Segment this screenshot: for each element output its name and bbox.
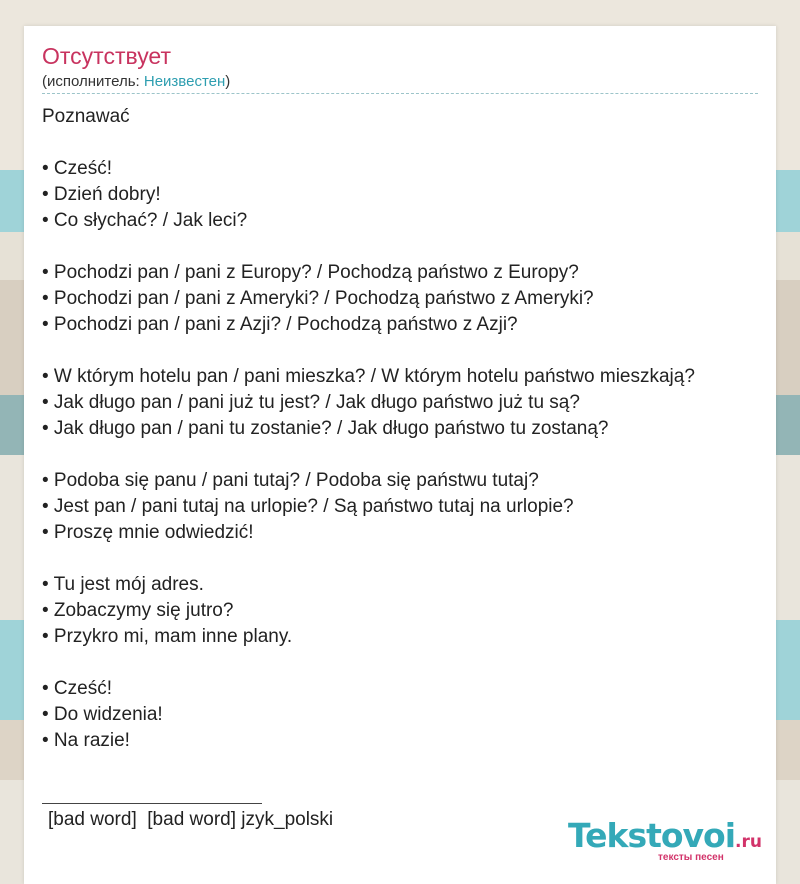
lyrics-line	[42, 338, 762, 364]
lyrics-line	[42, 234, 762, 260]
lyrics-line	[42, 442, 762, 468]
lyrics-line: • Proszę mnie odwiedzić!	[42, 522, 254, 543]
artist-suffix: )	[225, 73, 231, 90]
lyrics-line: • Jak długo pan / pani już tu jest? / Jak długo państwo już tu są?	[42, 392, 580, 413]
lyrics-line: • Pochodzi pan / pani z Ameryki? / Pochodzą państwo z Ameryki?	[42, 288, 594, 309]
lyrics-line	[42, 130, 762, 156]
lyrics-line: • Pochodzi pan / pani z Europy? / Pochodzą państwo z Europy?	[42, 262, 579, 283]
lyrics-line: • Cześć!	[42, 678, 112, 699]
lyrics-line: • Podoba się panu / pani tutaj? / Podoba się państwu tutaj?	[42, 470, 539, 491]
artist-line	[42, 73, 230, 91]
lyrics-line	[42, 546, 762, 572]
site-logo[interactable]	[568, 818, 778, 862]
lyrics-line: • Cześć!	[42, 158, 112, 179]
lyrics-line: • Do widzenia!	[42, 704, 163, 725]
lyrics-line: • Tu jest mój adres.	[42, 574, 204, 595]
lyrics-line: • Jak długo pan / pani tu zostanie? / Jak długo państwo tu zostaną?	[42, 418, 609, 439]
tags-line: [bad word] [bad word] jzyk_polski	[48, 809, 334, 830]
artist-prefix: (исполнитель:	[42, 73, 144, 90]
logo-name: Tekstovoi	[568, 816, 736, 855]
artist-link[interactable]: Неизвестен	[143, 73, 226, 90]
lyrics-card	[24, 26, 776, 884]
footer-rule	[42, 803, 262, 804]
lyrics-line: • Zobaczymy się jutro?	[42, 600, 234, 621]
song-title: Отсутствует	[42, 43, 171, 69]
lyrics-line: • Pochodzi pan / pani z Azji? / Pochodzą państwo z Azji?	[42, 314, 518, 335]
lyrics-line: Poznawać	[42, 106, 130, 127]
lyrics-line: • Dzień dobry!	[42, 184, 161, 205]
lyrics-line: • Na razie!	[42, 730, 130, 751]
lyrics-line	[42, 650, 762, 676]
lyrics-text	[42, 104, 762, 754]
lyrics-line: • Co słychać? / Jak leci?	[42, 210, 248, 231]
lyrics-line: • Jest pan / pani tutaj na urlopie? / Są państwo tutaj na urlopie?	[42, 496, 574, 517]
lyrics-line: • W którym hotelu pan / pani mieszka? / W którym hotelu państwo mieszkają?	[42, 366, 695, 387]
logo-tld: .ru	[735, 832, 762, 852]
logo-tagline: тексты песен	[658, 852, 724, 863]
header-divider	[42, 93, 758, 94]
lyrics-line: • Przykro mi, mam inne plany.	[42, 626, 293, 647]
